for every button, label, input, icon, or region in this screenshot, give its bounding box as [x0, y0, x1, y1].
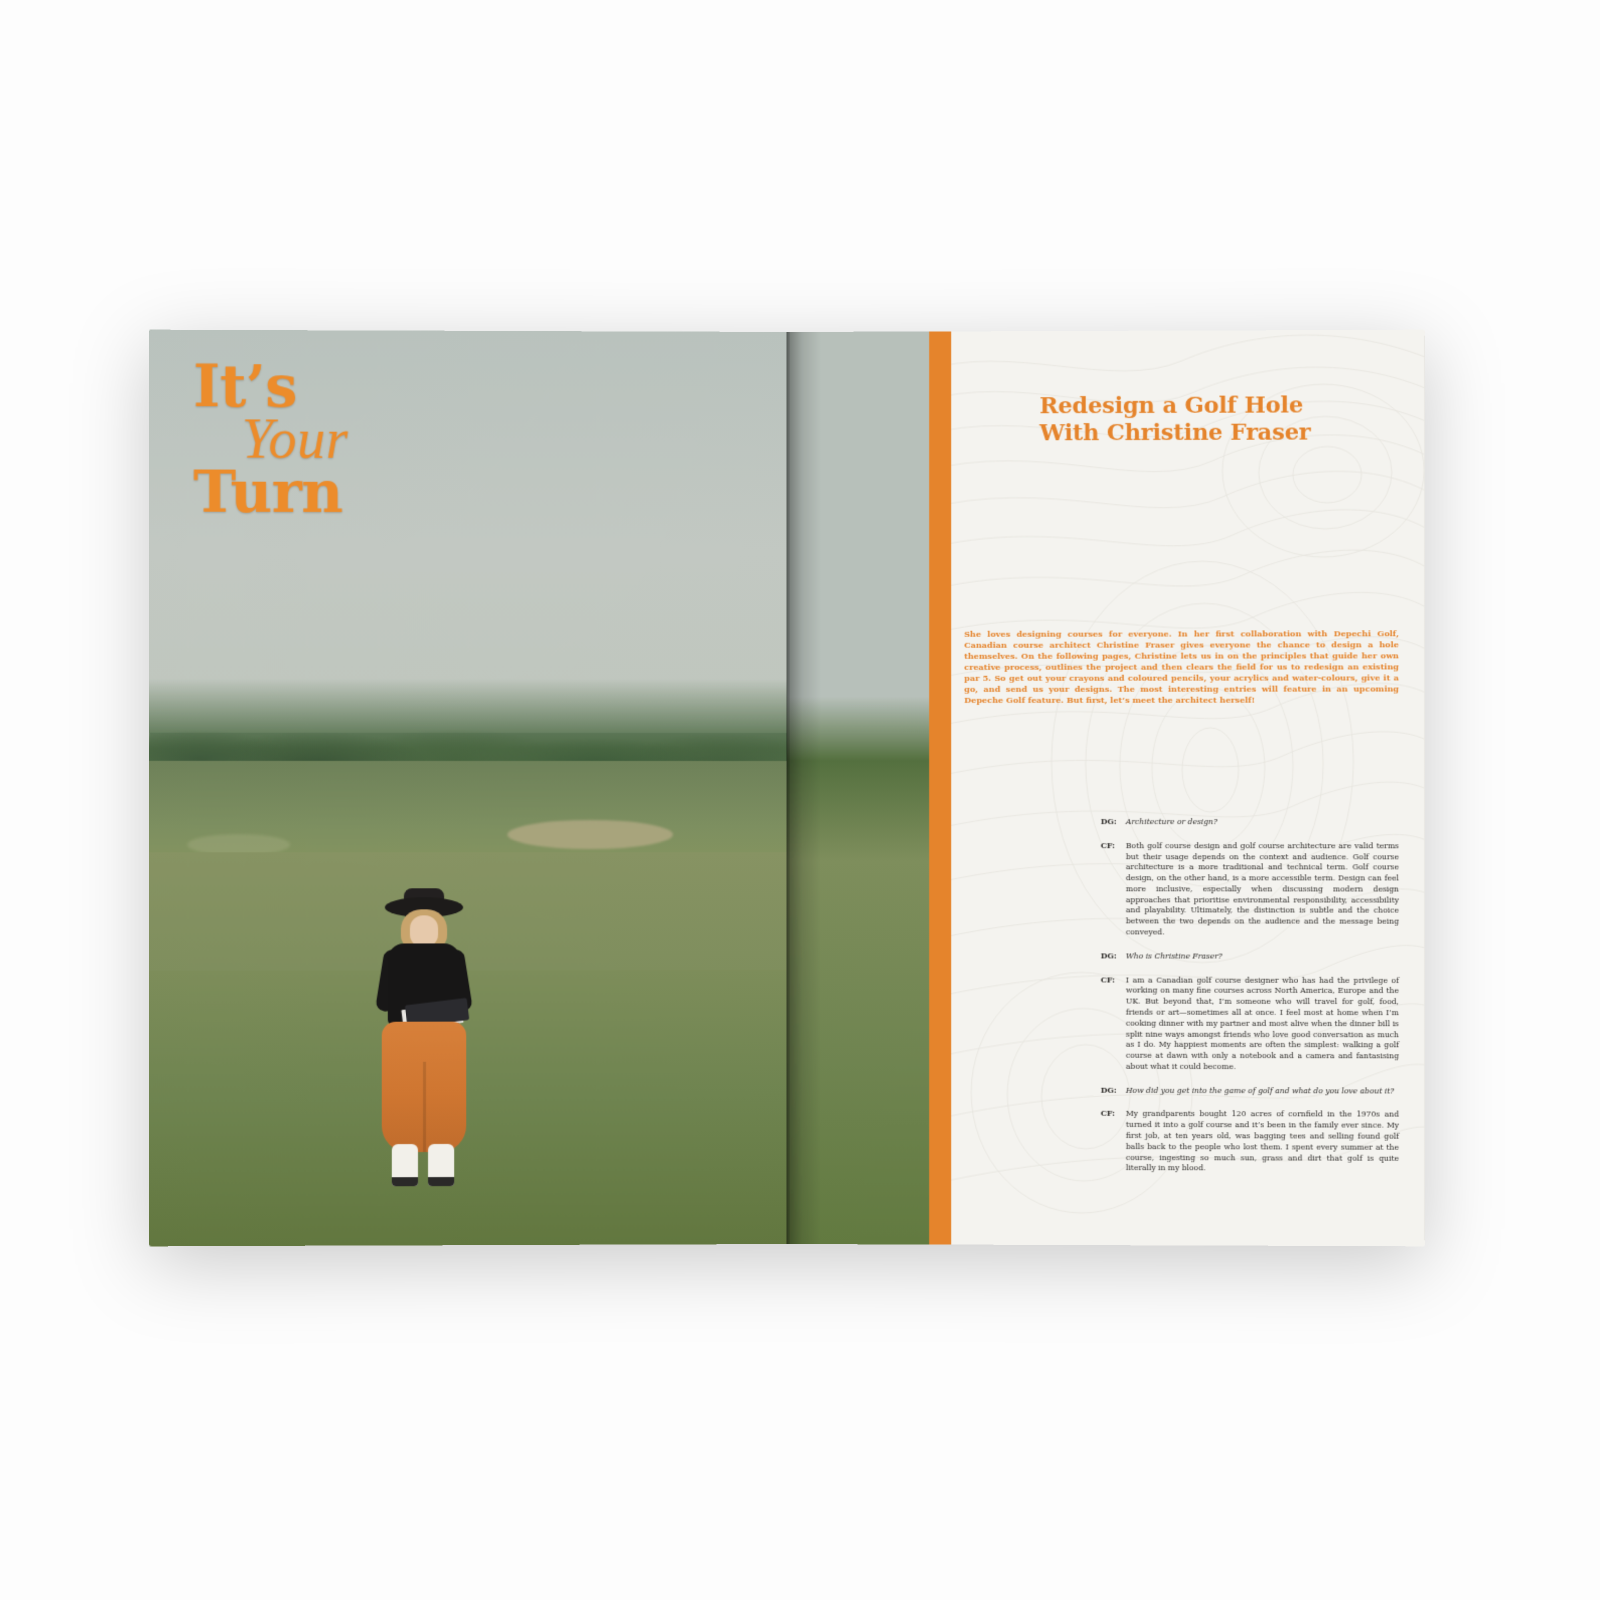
magazine-spread — [152, 332, 1422, 1244]
speaker-label: DG: — [1100, 817, 1117, 827]
orange-rule — [929, 331, 951, 1244]
speaker-label: CF: — [1100, 840, 1115, 850]
right-page-edge — [1424, 336, 1425, 1241]
interview-answer: I am a Canadian golf course designer who has had the privilege of working on many fine courses across North America, Europe and the UK. But beyond that, I’m someone who will travel for golf, food, friends or art—sometimes all at once. I feel most at home when I’m cooking dinner with my partner and most alive when the dinner bill is split nine ways amongst friends who love good conversation as much as I do. My happiest moments are often the simplest: walking a golf course at dawn with only a notebook and a camera and fantasising about what it could become. — [1125, 975, 1399, 1071]
article-title-line-2: With Christine Fraser — [1039, 419, 1311, 447]
interview-row — [1101, 975, 1399, 1073]
cover-headline — [193, 352, 349, 527]
interview-question: Architecture or design? — [1125, 817, 1218, 827]
headline-line-1: It’s — [193, 352, 298, 421]
article-standfirst: She loves designing courses for everyone. In her first collaboration with Depechi Golf, Canadian course architect Christine Fraser gives everyone the chance to design a hole themselves. On the following pages, Christine lets us in on the principles that guide her own creative process, outlines the project and then clears the field for us to redesign an existing par 5. So get out your crayons and coloured pencils, your acrylics and water-colours, give it a go, and send us your designs. The most interesting entries will feature in an upcoming Depeche Golf feature. But first, let’s meet the architect herself! — [964, 628, 1399, 706]
article-title — [1039, 392, 1398, 448]
right-page — [787, 330, 1425, 1247]
right-page-content — [951, 330, 1425, 1247]
spine-shadow — [786, 332, 790, 1244]
headline-line-2: Your — [241, 408, 349, 471]
interview-row — [1101, 841, 1399, 939]
speaker-label: CF: — [1100, 1109, 1115, 1119]
interview-answer: My grandparents bought 120 acres of cornfield in the 1970s and turned it into a golf course and it’s been in the family ever since. My first job, at ten years old, was bagging tees and selling found golf balls back to the people who lost them. I spent every summer at the course, ingesting so much sun, grass and dirt that golf is quite literally in my blood. — [1125, 1109, 1399, 1173]
architect-figure — [360, 898, 488, 1228]
left-page — [149, 330, 787, 1247]
speaker-label: CF: — [1100, 975, 1115, 985]
article-title-line-1: Redesign a Golf Hole — [1039, 392, 1304, 420]
interview-question: Who is Christine Fraser? — [1125, 951, 1223, 961]
interview-answer: Both golf course design and golf course architecture are valid terms but their usage depends on the context and audience. Golf course architecture is a more traditional and technical term. Golf course design, on the other hand, is a more accessible term. Design can feel more inclusive, especially when discussing modern design approaches that prioritise environmental responsibility, accessibility and playability. Ultimately, the distinction is subtle and the choice between the two depends on the audience and the message being conveyed. — [1125, 840, 1399, 937]
gutter-shadow — [787, 332, 821, 1244]
interview-row — [1101, 1109, 1399, 1175]
interview-list — [1101, 817, 1399, 1188]
right-boot — [428, 1144, 454, 1186]
interview-row — [1101, 951, 1399, 962]
bunker-shape — [507, 820, 673, 849]
gutter-photo-strip — [787, 331, 929, 1244]
interview-row — [1101, 817, 1399, 828]
headline-line-3: Turn — [193, 458, 343, 527]
speaker-label: DG: — [1100, 1085, 1117, 1095]
left-boot — [392, 1144, 418, 1186]
trousers — [382, 1022, 466, 1153]
interview-row — [1101, 1085, 1399, 1097]
interview-question: How did you get into the game of golf and what do you love about it? — [1125, 1085, 1395, 1096]
speaker-label: DG: — [1100, 951, 1117, 961]
